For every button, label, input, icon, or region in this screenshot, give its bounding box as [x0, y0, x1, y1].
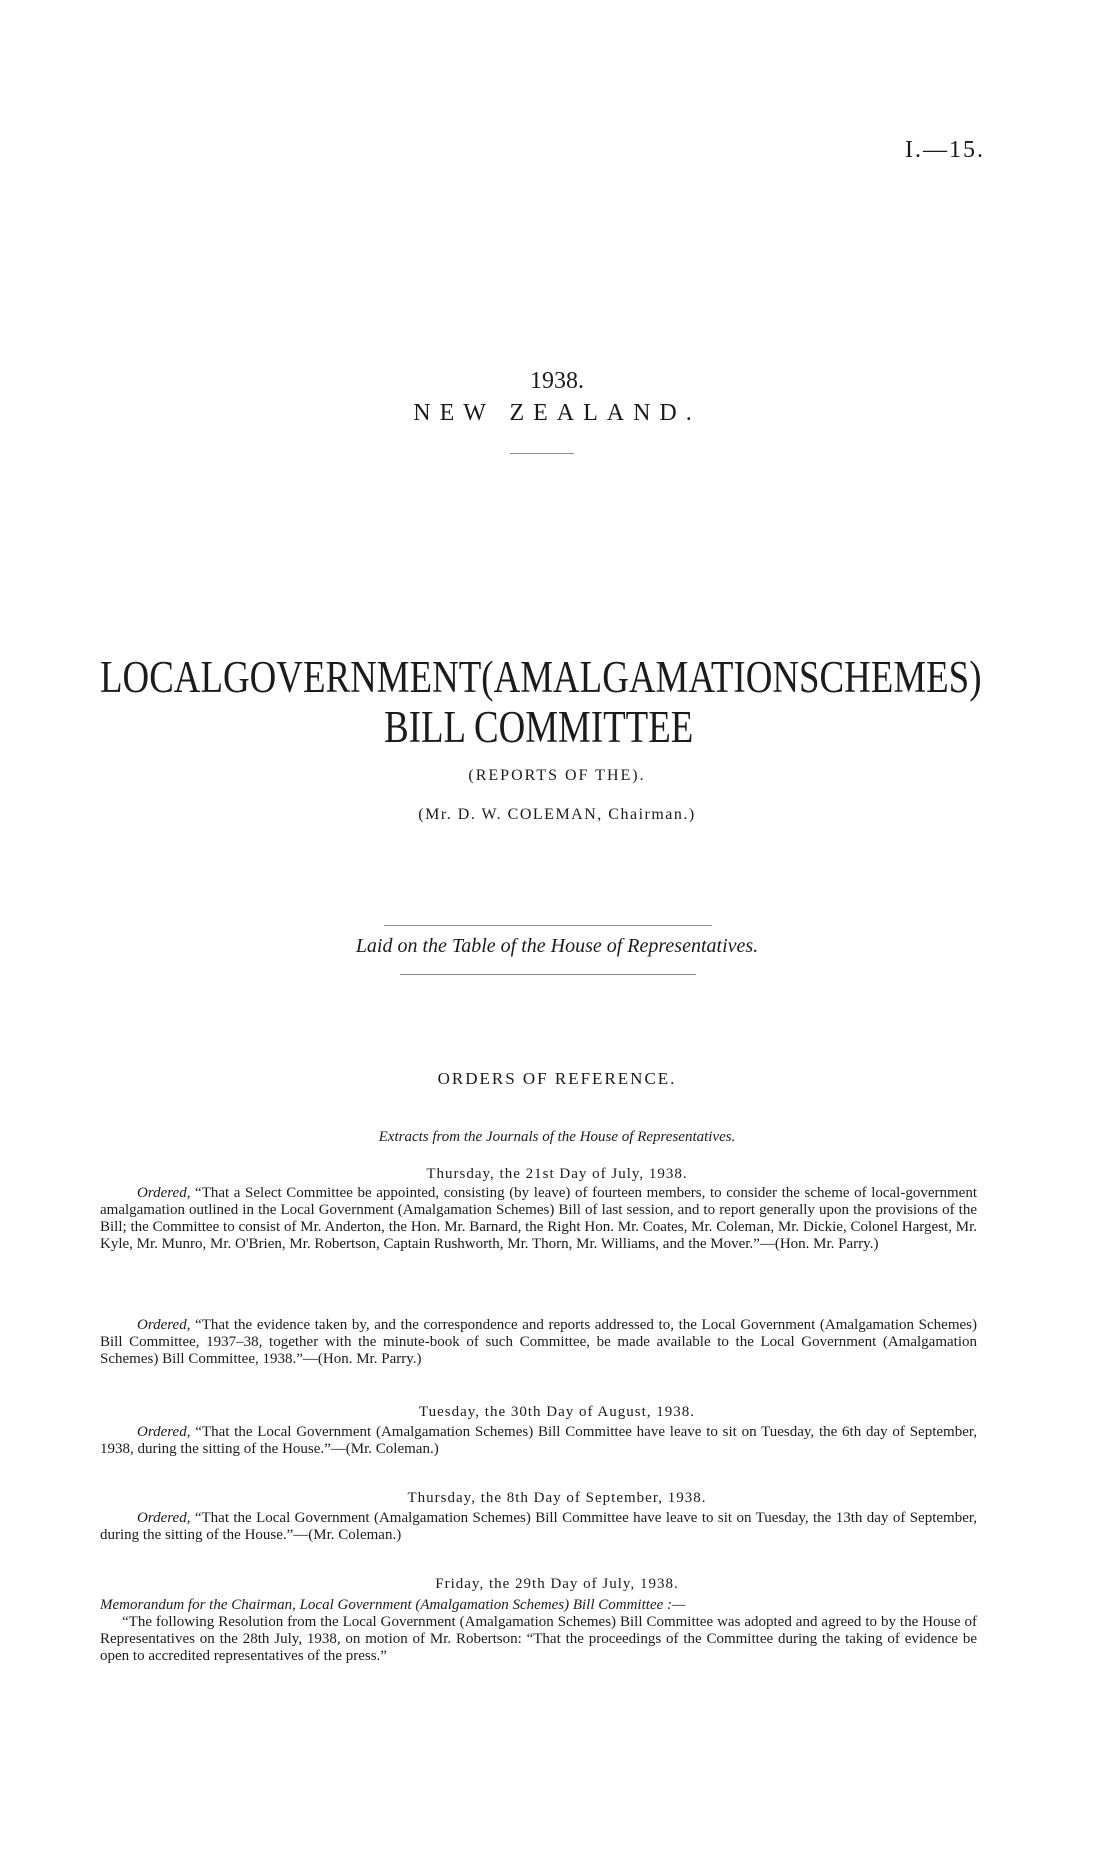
- ordered-lead: Ordered,: [137, 1185, 191, 1201]
- page-number: I.—15.: [905, 137, 985, 163]
- memorandum-text: “The following Resolution from the Local Government (Amalgamation Schemes) Bill Committee was adopted and agreed to by the House of Representatives on the 28th July, 1938, on motion of Mr. Robertson: “That the proceedings of the Committee during the taking of evidence be open to accredited representatives of the press.”: [100, 1614, 977, 1664]
- day-heading: Thursday, the 21st Day of July, 1938.: [426, 1166, 688, 1182]
- document-title: [100, 652, 982, 752]
- country: NEW ZEALAND.: [413, 400, 701, 426]
- order-text: “That the Local Government (Amalgamation Schemes) Bill Committee have leave to sit on Tuesday, the 13th day of September, during the sitting of the House.”—(Mr. Coleman.): [100, 1510, 977, 1543]
- day-heading: Tuesday, the 30th Day of August, 1938.: [418, 1404, 696, 1420]
- order-text: “That a Select Committee be appointed, consisting (by leave) of fourteen members, to consider the scheme of local-government amalgamation outlined in the Local Government (Amalgamation Schemes) Bill of last session, and to report generally upon the provisions of the Bill; the Committee to consist of Mr. Anderton, the Hon. Mr. Barnard, the Right Hon. Mr. Coates, Mr. Coleman, Mr. Dickie, Colonel Hargest, Mr. Kyle, Mr. Munro, Mr. O'Brien, Mr. Robertson, Captain Rushworth, Mr. Thorn, Mr. Williams, and the Mover.”—(Hon. Mr. Parry.): [100, 1185, 977, 1252]
- day-heading: Thursday, the 8th Day of September, 1938.: [407, 1490, 707, 1506]
- order-paragraph: [100, 1510, 977, 1544]
- title-word: SCHEMES): [799, 652, 982, 702]
- title-word: GOVERNMENT: [223, 652, 482, 702]
- ordered-lead: Ordered,: [137, 1317, 191, 1333]
- chairman-line: (Mr. D. W. COLEMAN, Chairman.): [418, 806, 696, 823]
- extracts-line: Extracts from the Journals of the House of Representatives.: [378, 1129, 736, 1145]
- orders-heading: ORDERS OF REFERENCE.: [437, 1069, 677, 1088]
- title-word: (AMALGAMATION: [481, 652, 800, 702]
- ordered-lead: Ordered,: [137, 1510, 191, 1526]
- order-text: “That the evidence taken by, and the correspondence and reports addressed to, the Local Government (Amalgamation Schemes) Bill Committee, 1937–38, together with the minute-book of such Committee, be made available to the Local Government (Amalgamation Schemes) Bill Committee, 1938.”—(Hon. Mr. Parry.): [100, 1317, 977, 1367]
- memorandum: [100, 1597, 977, 1665]
- order-paragraph: [100, 1317, 977, 1368]
- title-word: LOCAL: [100, 652, 223, 702]
- subtitle: (REPORTS OF THE).: [468, 767, 646, 784]
- rule-lower: [400, 974, 696, 975]
- rule-short: [510, 453, 574, 454]
- ordered-lead: Ordered,: [137, 1424, 191, 1440]
- order-paragraph: [100, 1424, 977, 1458]
- day-heading: Friday, the 29th Day of July, 1938.: [435, 1576, 679, 1592]
- year: 1938.: [530, 368, 584, 394]
- order-text: “That the Local Government (Amalgamation Schemes) Bill Committee have leave to sit on Tuesday, the 6th day of September, 1938, during the sitting of the House.”—(Mr. Coleman.): [100, 1424, 977, 1457]
- order-paragraph: [100, 1185, 977, 1253]
- laid-on-table: Laid on the Table of the House of Representatives.: [355, 935, 759, 957]
- title-line-1: [100, 652, 982, 702]
- title-line-2: BILL COMMITTEE: [384, 702, 694, 752]
- rule-upper: [384, 925, 712, 926]
- memorandum-lead: Memorandum for the Chairman, Local Government (Amalgamation Schemes) Bill Committee :—: [100, 1597, 686, 1613]
